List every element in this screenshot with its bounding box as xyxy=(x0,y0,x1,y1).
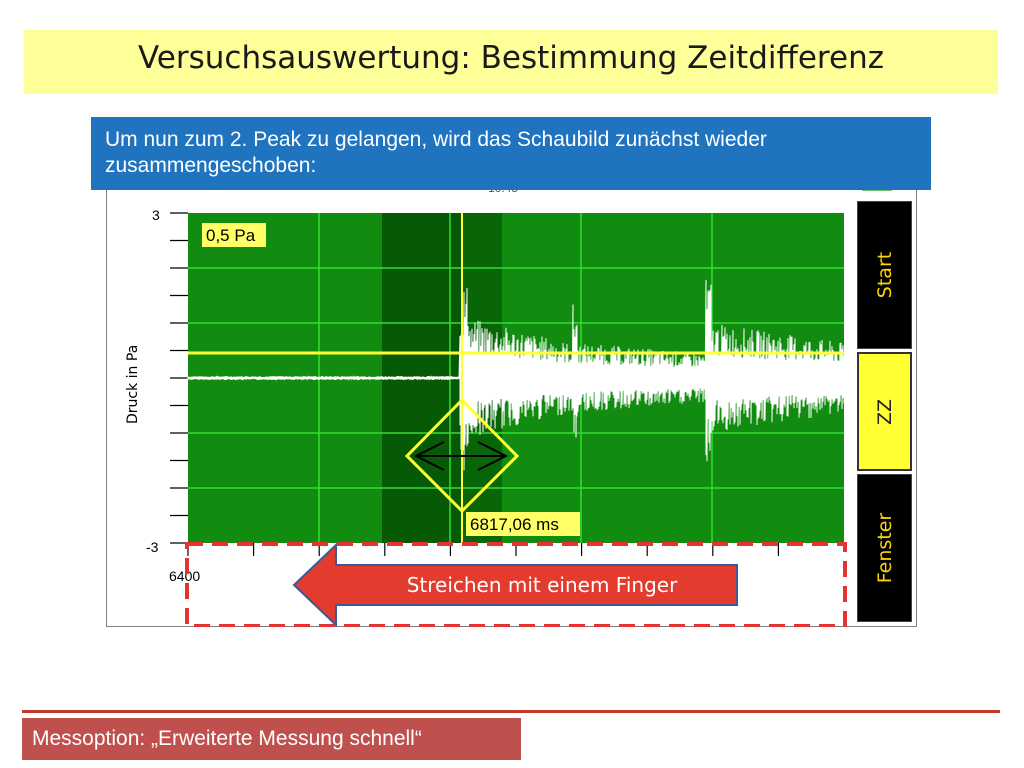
slide-title-bar xyxy=(24,30,998,94)
zz-button-label: ZZ xyxy=(873,398,896,425)
footer-divider xyxy=(22,710,1000,713)
y-axis-label: Druck in Pa xyxy=(125,344,141,424)
fenster-button[interactable] xyxy=(857,474,912,622)
instruction-callout: Um nun zum 2. Peak zu gelangen, wird das Schaubild zunächst wieder zusammengeschoben: xyxy=(91,117,931,190)
y-min-label: -3 xyxy=(146,539,159,555)
start-button-label: Start xyxy=(873,251,896,299)
amplitude-readout: 0,5 Pa xyxy=(206,226,256,245)
slide-title: Versuchsauswertung: Bestimmung Zeitdifferenz xyxy=(138,40,884,76)
fenster-button-label: Fenster xyxy=(873,512,896,584)
y-max-label: 3 xyxy=(152,207,160,223)
measurement-option-label: Messoption: „Erweiterte Messung schnell“ xyxy=(22,718,521,760)
swipe-hint-label: Streichen mit einem Finger xyxy=(406,573,678,597)
start-button[interactable] xyxy=(857,201,912,349)
pressure-chart[interactable] xyxy=(106,186,917,627)
x-start-label: 6400 xyxy=(169,568,201,584)
time-readout: 6817,06 ms xyxy=(470,515,559,534)
zz-button[interactable] xyxy=(857,352,912,471)
